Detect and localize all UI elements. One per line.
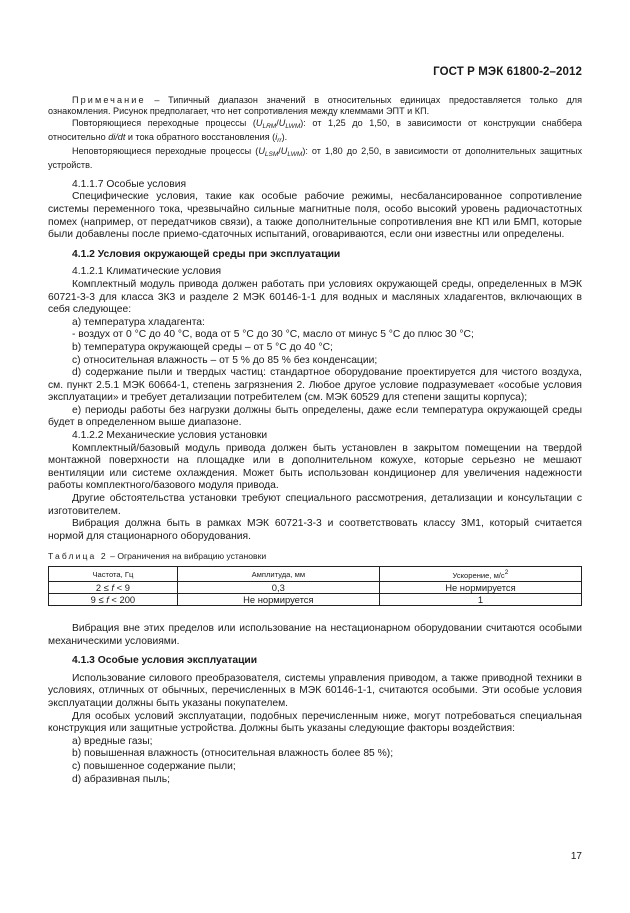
section-4117-body: Специфические условия, такие как особые рабочие режимы, несбалансированное сопротивление системы переменного тока, чрезвычайно сильные магнитные поля, особо высокий уровень радиочастотных помех (например, от передатчиков связи), а также дополнительные сопротивления вне КП или БМП, которые были добавлены после приемо-сдаточных испытаний, оговариваются, если они известны или определены.	[48, 191, 582, 241]
list-item: d) абразивная пыль;	[72, 773, 170, 785]
document-header: ГОСТ Р МЭК 61800-2–2012	[433, 66, 582, 78]
note-paragraph: Примечание – Типичный диапазон значений в относительных единицах предоставляется только для ознакомления. Рисунок предполагает, что нет сопротивления между клеммами ЭПТ и КП.	[48, 95, 582, 117]
cell-acceleration: 1	[379, 594, 581, 606]
section-413-paragraph: Для особых условий эксплуатации, подобных перечисленным ниже, могут потребоваться специальная конструкция или защитные устройства. Должны быть указаны следующие факторы воздействия:	[48, 710, 582, 735]
note-repetitive: Повторяющиеся переходные процессы $(U_{LRM}/U_{LWM})$: от 1,25 до 1,50, в зависимости от конструкции снаббера относительно di/dt и тока обратного восстановления $(i_{rr})$.	[48, 117, 582, 144]
list-item: - воздух от 0 °С до 40 °С, вода от 5 °С до 30 °С, масло от минус 5 °С до плюс 30 °С;	[72, 329, 474, 341]
list-item: а) температура хладагента:	[72, 316, 205, 328]
table-row	[49, 582, 582, 594]
cell-acceleration: Не нормируется	[379, 582, 581, 594]
cell-frequency: 9 ≤ f < 200	[49, 594, 178, 606]
list-item: d) содержание пыли и твердых частиц: стандартное оборудование проектируется для чистого воздуха, см. пункт 2.5.1 МЭК 60664-1, степень загрязнения 2. Любое другое условие подразумевает «особые условия эксплуатации» и требует детализации потребителем (см. МЭК 60529 для степени защиты корпуса);	[48, 367, 582, 404]
section-413-paragraph: Использование силового преобразователя, системы управления приводом, а также приводной техники в условиях, отличных от обычных, перечисленных в МЭК 60146-1-1, считаются особыми. Эти особые условия эксплуатации должны быть указаны покупателем.	[48, 672, 582, 709]
section-4122-title: 4.1.2.2 Механические условия установки	[72, 430, 268, 442]
section-413-heading: 4.1.3 Особые условия эксплуатации	[72, 655, 258, 667]
column-header-frequency: Частота, Гц	[49, 567, 178, 582]
list-item: b) температура окружающей среды – от 5 °С до 40 °С;	[72, 341, 333, 353]
note-nonrepetitive: Неповторяющиеся переходные процессы $(U_{LSM}/U_{LWM})$: от 1,80 до 2,50, в зависимости от дополнительных защитных устройств.	[48, 146, 582, 171]
list-item: с) относительная влажность – от 5 % до 85 % без конденсации;	[72, 354, 378, 366]
list-item: b) повышенная влажность (относительная влажность более 85 %);	[72, 748, 394, 760]
section-4122-paragraph: Вибрация должна быть в рамках МЭК 60721-3-3 и соответствовать классу 3М1, который считается нормой для стационарного оборудования.	[48, 518, 582, 542]
section-412-heading: 4.1.2 Условия окружающей среды при эксплуатации	[72, 248, 341, 260]
section-4122-paragraph: Комплектный/базовый модуль привода должен быть установлен в закрытом помещении на твердой монтажной поверхности на площадке или в дополнительном кожухе, которые серьезно не мешают вентиляции или системе охлаждения. Может быть использован кондиционер для увеличения надежности работы комплектного/базового модуля привода.	[48, 442, 582, 492]
page-number: 17	[570, 851, 582, 862]
section-4121-title: 4.1.2.1 Климатические условия	[72, 266, 222, 278]
note-block	[48, 95, 582, 172]
column-header-amplitude: Амплитуда, мм	[177, 567, 379, 582]
section-4117-title: 4.1.1.7 Особые условия	[72, 178, 187, 190]
note-label: Примечание	[72, 95, 146, 105]
cell-amplitude: 0,3	[177, 582, 379, 594]
page-content	[48, 95, 582, 786]
section-4121-body: Комплектный модуль привода должен работать при условиях окружающей среды, определенных в МЭК 60721-3-3 для класса 3К3 и разделе 2 МЭК 60146-1-1 для водных и масляных хладагентов, включающих в себя следующее:	[48, 278, 582, 316]
cell-frequency: 2 ≤ f < 9	[49, 582, 178, 594]
list-item: е) периоды работы без нагрузки должны быть определены, даже если температура окружающей среды будет в определенном выше диапазоне.	[48, 404, 582, 429]
vibration-table	[48, 566, 582, 606]
after-table-paragraph: Вибрация вне этих пределов или использование на нестационарном оборудовании считаются особыми механическими условиями.	[48, 623, 582, 647]
table-header-row	[49, 567, 582, 582]
list-item: с) повышенное содержание пыли;	[72, 760, 236, 772]
section-4122-paragraph: Другие обстоятельства установки требуют специального рассмотрения, детализации и консультации с изготовителем.	[48, 493, 582, 517]
cell-amplitude: Не нормируется	[177, 594, 379, 606]
column-header-acceleration: Ускорение, $м/с^2$	[379, 567, 581, 582]
table-row	[49, 594, 582, 606]
table-caption: Таблица 2 – Ограничения на вибрацию установки	[48, 551, 267, 562]
list-item: а) вредные газы;	[72, 735, 153, 747]
